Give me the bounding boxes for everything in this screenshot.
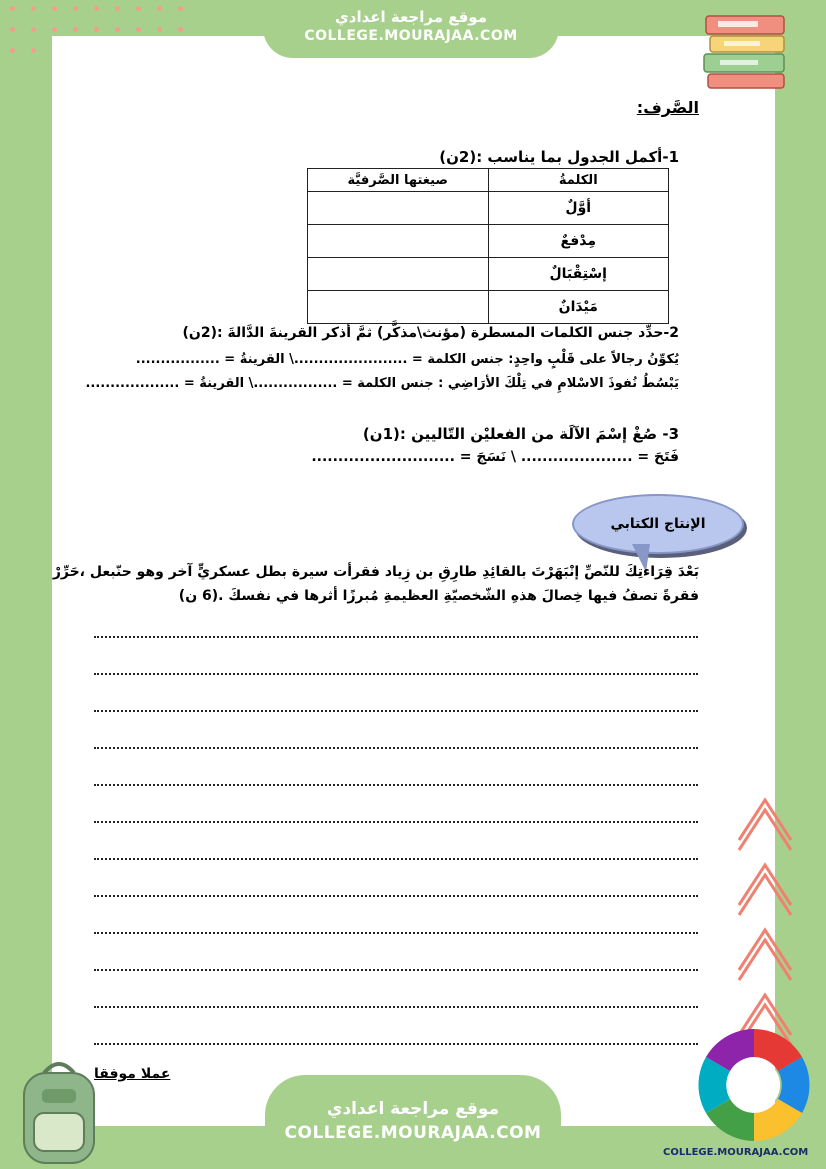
answer-line[interactable] [94, 1006, 698, 1008]
backpack-icon [14, 1055, 104, 1167]
dot [94, 27, 99, 32]
table-cell-form[interactable] [308, 291, 489, 324]
table-cell-form[interactable] [308, 258, 489, 291]
dot [73, 6, 78, 11]
dot [52, 6, 57, 11]
dot [52, 27, 57, 32]
table-header-form: صيغتها الصَّرفيَّة [308, 169, 489, 192]
answer-line[interactable] [94, 784, 698, 786]
dot [31, 27, 36, 32]
colorful-wheel-logo [694, 1025, 814, 1145]
table-cell-word: مِدْفعٌ [488, 225, 669, 258]
dot [178, 27, 183, 32]
question-3-line: فَتَحَ = ..................... \ نَسَجَ = ........................... [311, 449, 679, 465]
header-site-name: موقع مراجعة اعدادي [335, 8, 487, 26]
table-cell-word: أوَّلٌ [488, 192, 669, 225]
worksheet-page [52, 36, 775, 1126]
question-3: 3- صُغْ إسْمَ الآلَة من الفعليْن التّاليين :(1ن) [362, 425, 679, 443]
answer-line[interactable] [94, 710, 698, 712]
table-cell-form[interactable] [308, 192, 489, 225]
writing-section-bubble [572, 494, 744, 554]
dot [10, 6, 15, 11]
table-row [308, 258, 669, 291]
table-row [308, 192, 669, 225]
footer-site-name: موقع مراجعة اعدادي [326, 1099, 500, 1119]
question-2-line-1: يُكوِّنُ رجالاً على قَلْبٍ واحِدٍ: جنس الكلمة = .......................\ القرينةُ = ................. [135, 352, 679, 367]
dot [31, 6, 36, 11]
worksheet-content [52, 36, 775, 1126]
table-header-word: الكلمةُ [488, 169, 669, 192]
dot [31, 48, 36, 53]
footer-site-url[interactable]: COLLEGE.MOURAJAA.COM [284, 1123, 542, 1143]
section-title-sarf: الصَّرف: [636, 98, 699, 117]
table-cell-form[interactable] [308, 225, 489, 258]
answer-line[interactable] [94, 636, 698, 638]
dot [10, 27, 15, 32]
writing-prompt-line-2: فقرةً تصفُ فيها خِصالَ هذهِ الشّخصيّةِ العظيمةِ مُبرزًا أثرها في نفسكَ .(6 ن) [178, 588, 699, 604]
header-site-url[interactable]: COLLEGE.MOURAJAA.COM [304, 28, 518, 44]
morphology-table [307, 168, 669, 324]
dot [115, 27, 120, 32]
dot [115, 6, 120, 11]
writing-section-title: الإنتاج الكتابي [610, 516, 706, 532]
question-1: 1-أكمل الجدول بما يناسب :(2ن) [439, 148, 679, 166]
answer-line[interactable] [94, 1043, 698, 1045]
answer-line[interactable] [94, 673, 698, 675]
answer-line[interactable] [94, 932, 698, 934]
answer-line[interactable] [94, 858, 698, 860]
dot [157, 27, 162, 32]
question-2-line-2: يَبْسُطُ نُفوذَ الاسْلامِ في تِلْكَ الأرَاضِي : جنس الكلمة = .................\ القرينةُ = ................... [85, 376, 679, 391]
books-icon [700, 12, 790, 92]
answer-line[interactable] [94, 821, 698, 823]
table-cell-word: مَيْدَانٌ [488, 291, 669, 324]
table-row [308, 291, 669, 324]
answer-line[interactable] [94, 969, 698, 971]
logo-caption[interactable]: COLLEGE.MOURAJAA.COM [663, 1147, 809, 1158]
dot [73, 27, 78, 32]
dot [178, 6, 183, 11]
dot [136, 27, 141, 32]
answer-line[interactable] [94, 747, 698, 749]
table-row [308, 225, 669, 258]
table-cell-word: إسْتِقْبَالٌ [488, 258, 669, 291]
answer-line[interactable] [94, 895, 698, 897]
table-header-row [308, 169, 669, 192]
dot [94, 6, 99, 11]
header-banner [263, 0, 559, 58]
footer-banner [265, 1075, 561, 1169]
dot [136, 6, 141, 11]
dot [157, 6, 162, 11]
writing-prompt-line-1: بَعْدَ قِرَاءتِكَ للنّصِّ إنْبَهَرْتَ بالقائِدِ طارِقِ بن زِياد فقرأت سيرة بطل عسكريٍّ آخر وهو حنّبعل ،حَرِّرْ [52, 564, 699, 580]
closing-text: عملا موفقا [94, 1066, 171, 1082]
question-2: 2-حدِّد جنس الكلمات المسطرة (مؤنث\مذكَّر) ثمَّ أذكر القرينةَ الدَّالةَ :(2ن) [182, 325, 679, 341]
dot [10, 48, 15, 53]
